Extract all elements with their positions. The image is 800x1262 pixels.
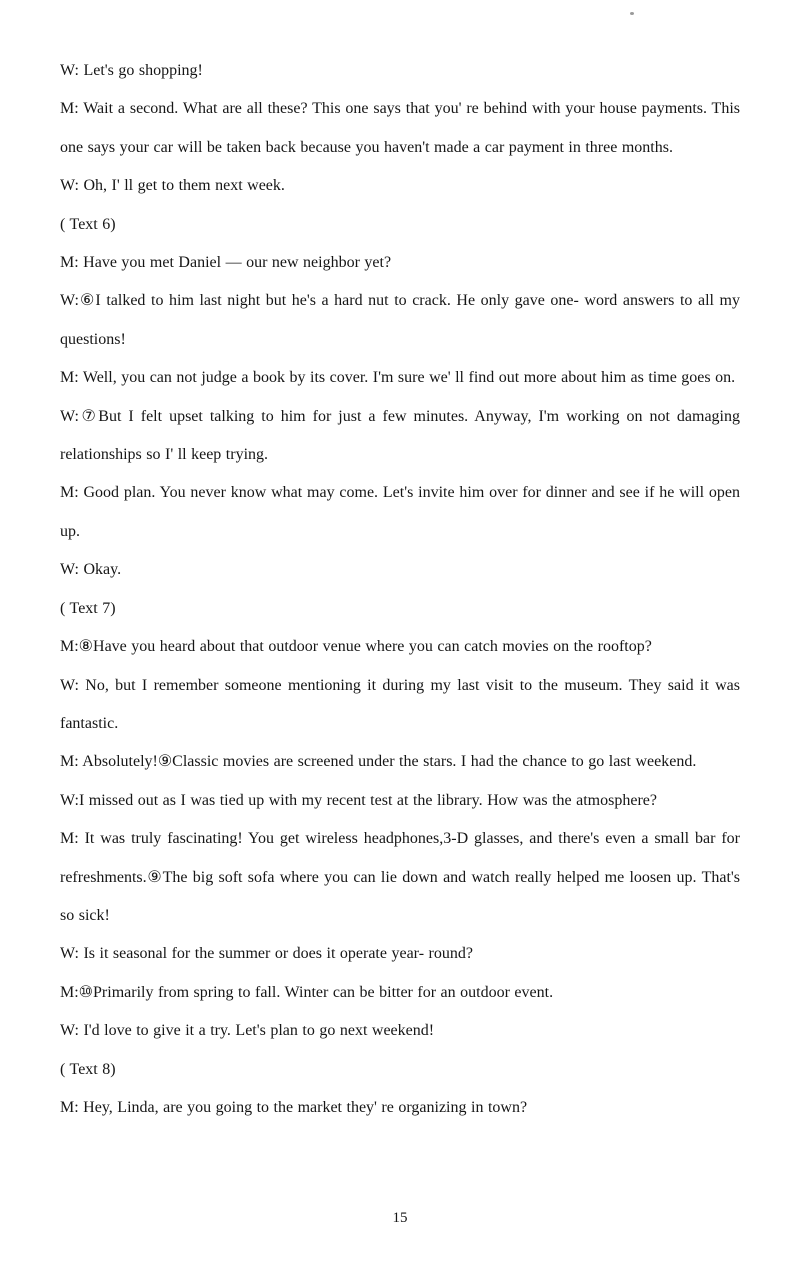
dialogue-line: W:⑥I talked to him last night but he's a hard nut to crack. He only gave one- word answers to all my questions! bbox=[60, 292, 740, 348]
scan-speck bbox=[630, 12, 634, 15]
dialogue-line: M: Good plan. You never know what may come. Let's invite him over for dinner and see if he will open up. bbox=[60, 484, 740, 540]
dialogue-line: W: I'd love to give it a try. Let's plan to go next weekend! bbox=[60, 1022, 435, 1040]
dialogue-line: W: Is it seasonal for the summer or does it operate year- round? bbox=[60, 945, 473, 963]
dialogue-line: M: Wait a second. What are all these? This one says that you' re behind with your house payments. This one says your car will be taken back because you haven't made a car payment in three months. bbox=[60, 100, 740, 156]
dialogue-line: W:I missed out as I was tied up with my recent test at the library. How was the atmosphere? bbox=[60, 791, 657, 809]
transcript-body bbox=[60, 52, 740, 1127]
dialogue-line: M: Hey, Linda, are you going to the market they' re organizing in town? bbox=[60, 1098, 528, 1116]
dialogue-line: M: Well, you can not judge a book by its cover. I'm sure we' ll find out more about him as time goes on. bbox=[60, 369, 736, 387]
page-number: 15 bbox=[392, 1210, 408, 1226]
dialogue-line: M:⑧Have you heard about that outdoor venue where you can catch movies on the rooftop? bbox=[60, 638, 652, 656]
dialogue-line: W: Oh, I' ll get to them next week. bbox=[60, 177, 285, 195]
dialogue-line: W: Let's go shopping! bbox=[60, 62, 203, 79]
dialogue-line: M:⑩Primarily from spring to fall. Winter can be bitter for an outdoor event. bbox=[60, 983, 554, 1001]
dialogue-line: ( Text 6) bbox=[60, 215, 116, 233]
dialogue-line: M: Absolutely!⑨Classic movies are screened under the stars. I had the chance to go last weekend. bbox=[60, 753, 697, 771]
dialogue-line: W: No, but I remember someone mentioning it during my last visit to the museum. They said it was fantastic. bbox=[60, 676, 740, 732]
dialogue-line: M: It was truly fascinating! You get wireless headphones,3-D glasses, and there's even a small bar for refreshments.⑨The big soft sofa where you can lie down and watch really helped me loosen up. That's so sick! bbox=[60, 830, 740, 924]
dialogue-line: ( Text 7) bbox=[60, 599, 116, 617]
dialogue-line: W: Okay. bbox=[60, 561, 122, 579]
dialogue-line: M: Have you met Daniel — our new neighbor yet? bbox=[60, 254, 392, 272]
dialogue-line: ( Text 8) bbox=[60, 1060, 116, 1078]
dialogue-line: W:⑦But I felt upset talking to him for just a few minutes. Anyway, I'm working on not damaging relationships so I' ll keep trying. bbox=[60, 407, 740, 464]
